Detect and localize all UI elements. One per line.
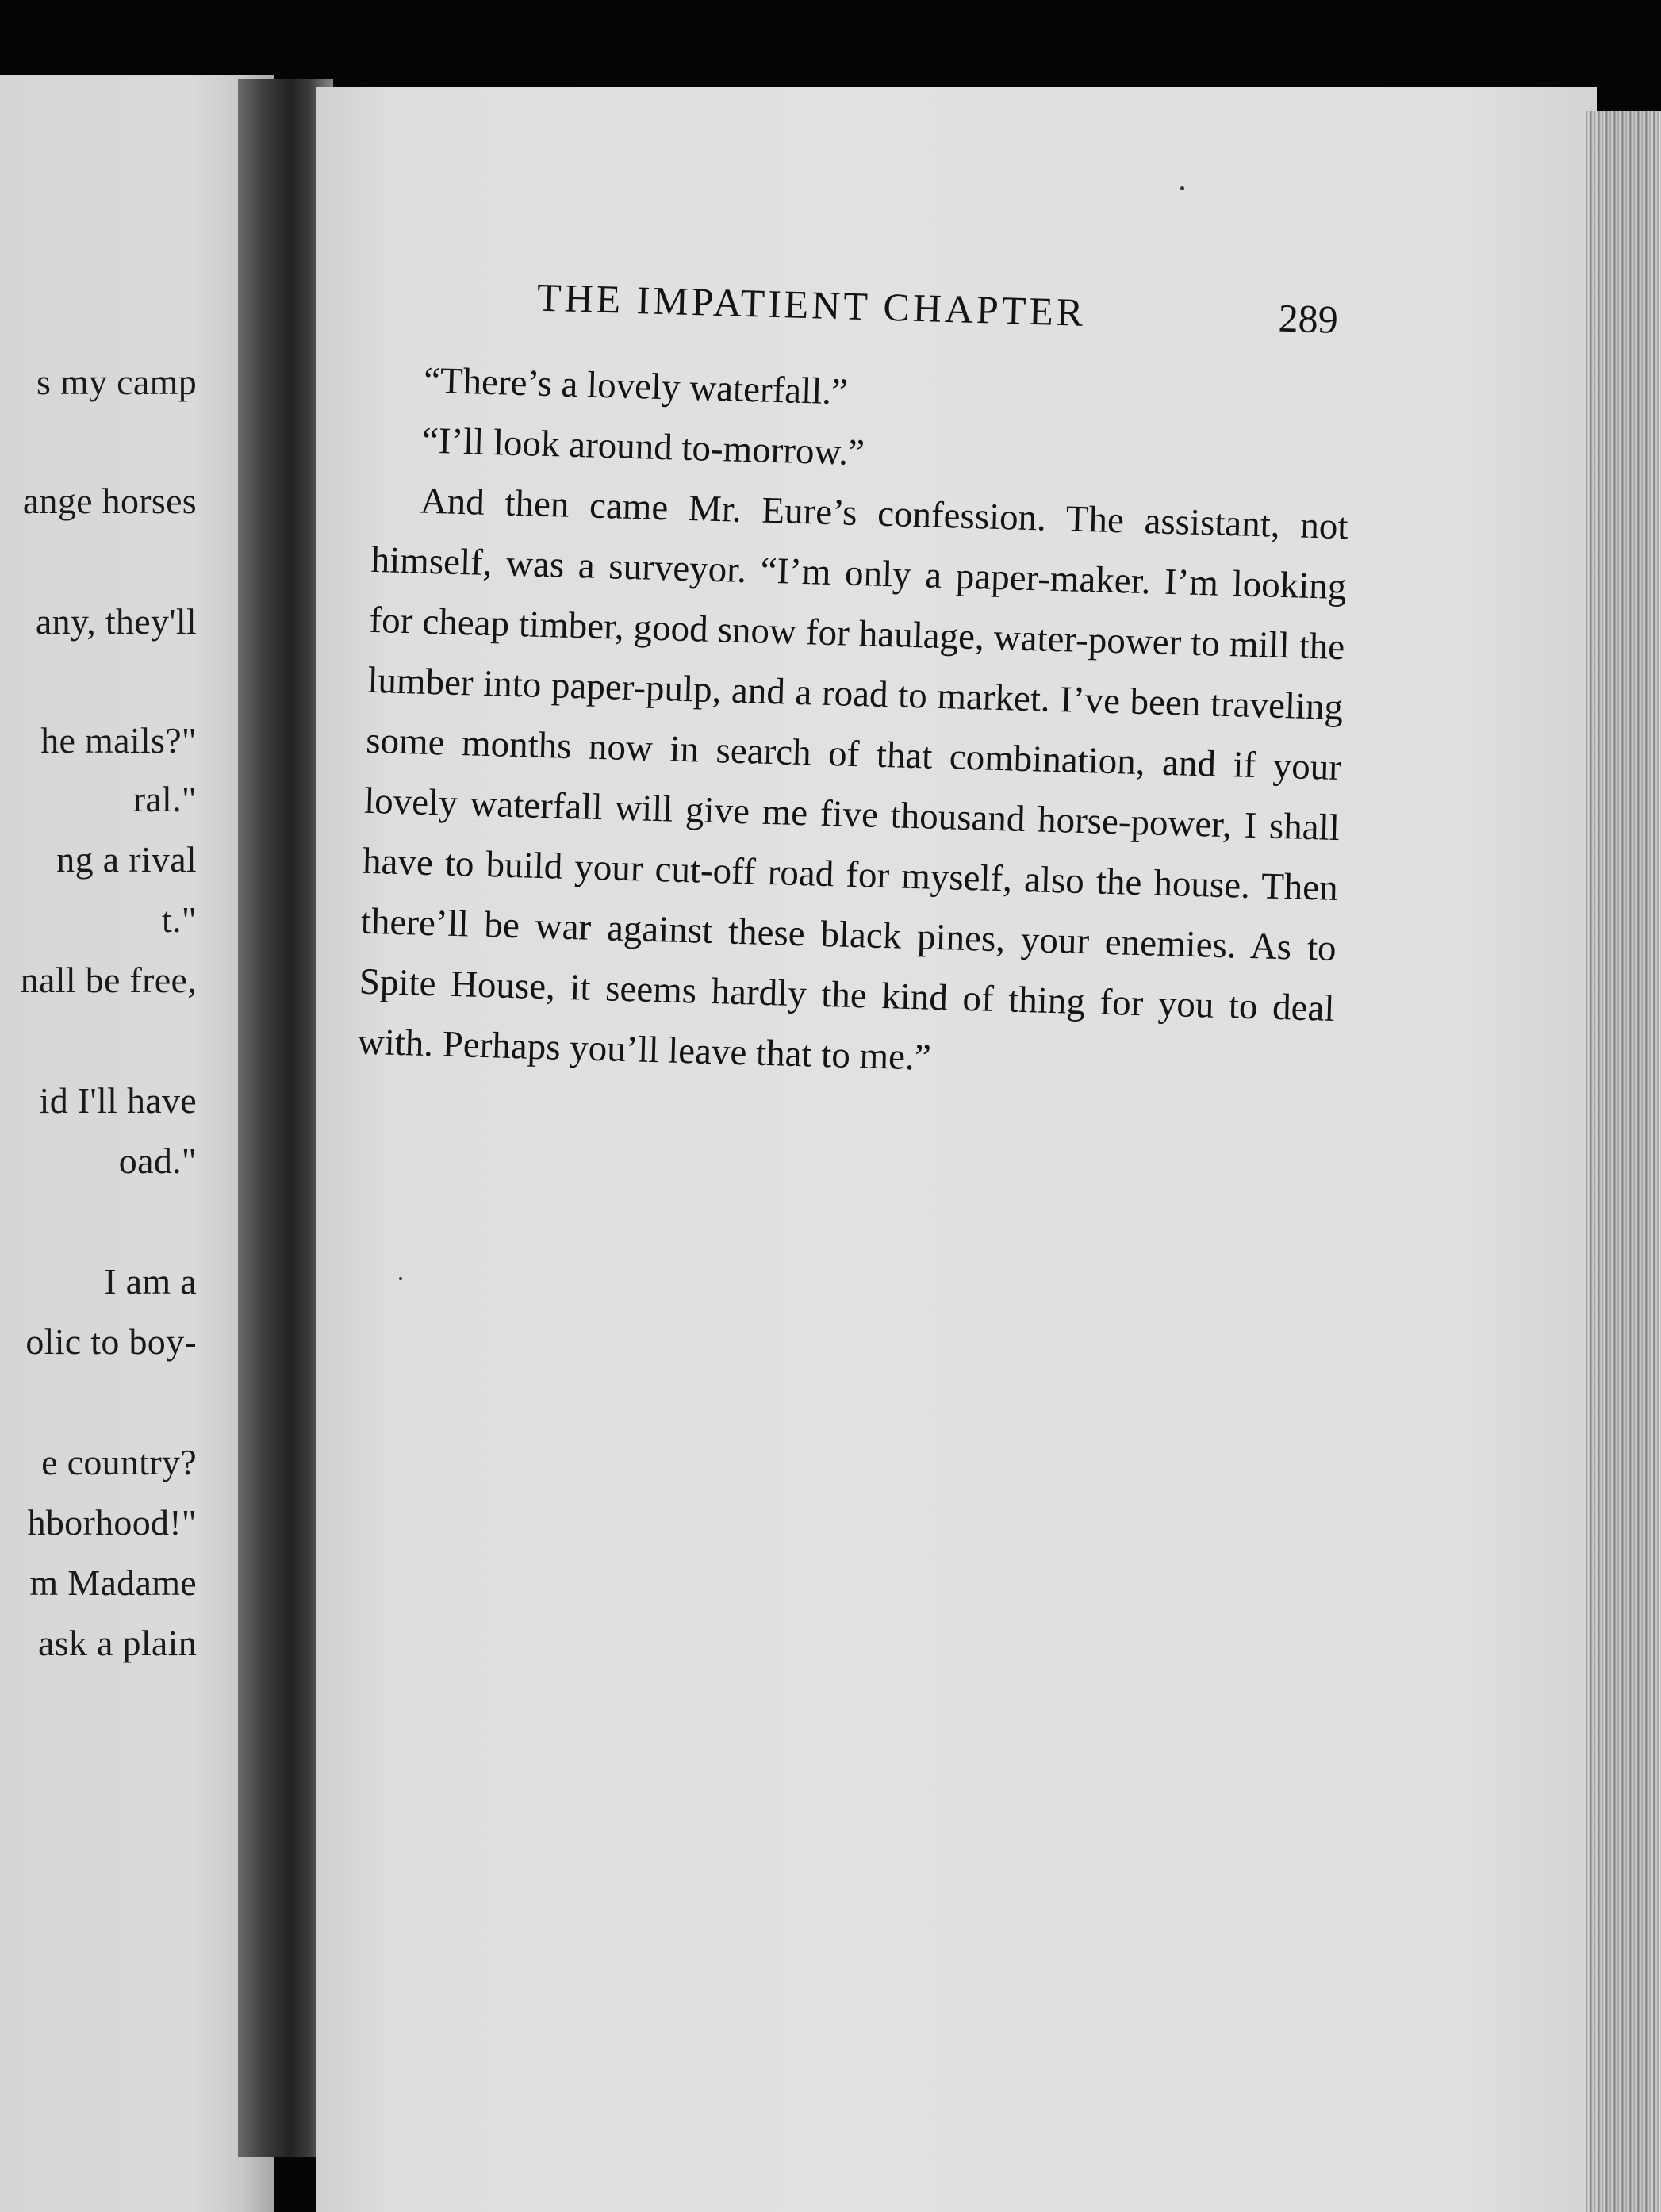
left-line: ask a plain	[37, 1623, 197, 1663]
left-line: I am a	[104, 1261, 197, 1302]
left-page	[0, 75, 274, 2212]
left-line: any, they'll	[35, 601, 197, 642]
paragraph: And then came Mr. Eure’s confession. The assistant, not himself, was a surveyor. “I’m only a paper-maker. I’m looking for cheap timber, good snow for haulage, water-power to mill the lumber into paper-pulp, and a road to market. I’ve been traveling some months now in search of that combination, and if your lovely waterfall will give me five thousand horse-power, I shall have to build your cut-off road for myself, also the house. Then there’ll be war against these black pines, your enemies. As to Spite House, it seems hardly the kind of thing for you to deal with. Perhaps you’ll leave that to me.”	[357, 480, 1349, 1079]
left-line: olic to boy-	[25, 1321, 197, 1362]
left-line: hborhood!"	[27, 1502, 197, 1543]
left-line: e country?	[41, 1442, 197, 1482]
scan-speck	[399, 1277, 402, 1280]
left-line: ange horses	[22, 481, 197, 521]
left-line: nall be free,	[20, 960, 197, 1000]
page-text-block	[357, 270, 1355, 1099]
paragraph: “I’ll look around to-morrow.”	[421, 420, 865, 474]
chapter-title: THE IMPATIENT CHAPTER	[536, 274, 1087, 335]
left-line: m Madame	[29, 1562, 197, 1603]
left-line: he mails?"	[40, 720, 197, 761]
left-line: id I'll have	[39, 1080, 197, 1121]
left-line: oad."	[118, 1141, 197, 1181]
paragraph: “There’s a lovely waterfall.”	[423, 359, 849, 413]
scan-speck	[1180, 186, 1184, 190]
left-line: s my camp	[36, 362, 197, 402]
left-line: t."	[162, 899, 197, 940]
scan-background-top	[0, 0, 1661, 87]
left-line: ng a rival	[56, 839, 197, 880]
right-page	[316, 87, 1597, 2212]
left-line: ral."	[132, 779, 197, 819]
page-number: 289	[1277, 295, 1339, 342]
page-edge-stack	[1586, 111, 1661, 2212]
